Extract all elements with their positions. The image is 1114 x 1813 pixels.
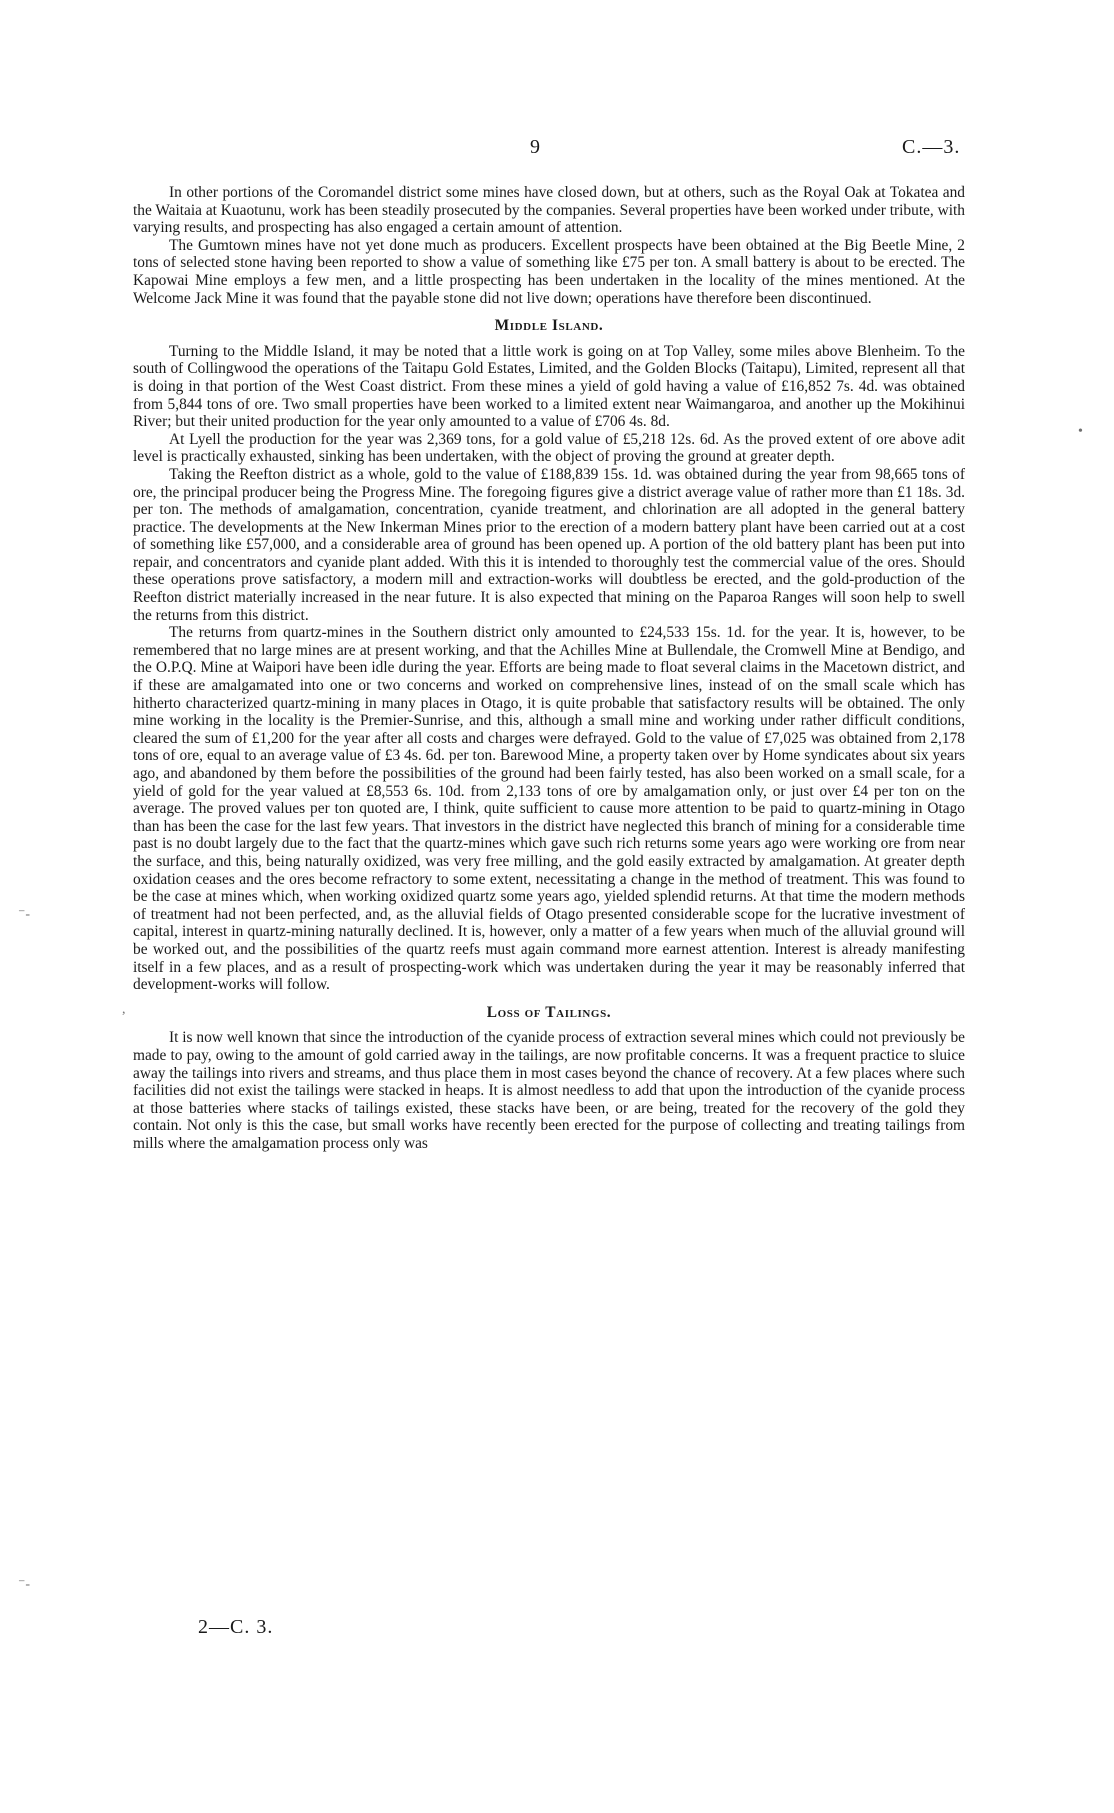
page-header — [0, 136, 1114, 166]
scan-mark: ⁻‐ — [18, 907, 31, 922]
coromandel-section — [133, 184, 965, 307]
paragraph: In other portions of the Coromandel district some mines have closed down, but at others, such as the Royal Oak at Tokatea and the Waitaia at Kuaotunu, work has been steadily prosecuted by the companies. Several properties have been worked under tribute, with varying results, and prospecting has also engaged a certain amount of attention. — [133, 184, 965, 237]
paragraph: Turning to the Middle Island, it may be noted that a little work is going on at Top Valley, some miles above Blenheim. To the south of Collingwood the operations of the Taitapu Gold Estates, Limited, and the Golden Blocks (Taitapu), Limited, represent all that is doing in that portion of the West Coast district. From these mines a yield of gold having a value of £16,852 7s. 4d. was obtained from 5,844 tons of ore. Two small properties have been worked to a limited extent near Waimangaroa, and another up the Mokihinui River; but their united production for the year only amounted to a value of £706 4s. 8d. — [133, 342, 965, 431]
signature-mark: 2—C. 3. — [198, 1616, 274, 1638]
section-heading: Middle Island. — [494, 317, 604, 335]
paragraph: The returns from quartz-mines in the Southern district only amounted to £24,533 15s. 1d. for the year. It is, however, to be remembered that no large mines are at present working, and that the Achilles Mine at Bullendale, the Cromwell Mine at Bendigo, and the O.P.Q. Mine at Waipori have been idle during the year. Efforts are being made to float several claims in the Macetown district, and if these are amalgamated into one or two concerns and worked on comprehensive lines, instead of on the small scale which has hitherto characterized quartz-mining in many places in Otago, it is quite probable that satisfactory results will be obtained. The only mine working in the locality is the Premier-Sunrise, and this, although a small mine and working under rather difficult conditions, cleared the sum of £1,200 for the year after all costs and charges were defrayed. Gold to the value of £7,025 was obtained from 2,178 tons of ore, equal to an average value of £3 4s. 6d. per ton. Barewood Mine, a property taken over by Home syndicates about six years ago, and abandoned by them before the possibilities of the ground had been fairly tested, has also been worked on a small scale, for a yield of gold for the year valued at £8,553 6s. 10d. from 2,133 tons of ore by amalgamation only, or just over £4 per ton on the average. The proved values per ton quoted are, I think, quite sufficient to cause more attention to be paid to quartz-mining in Otago than has been the case for the last few years. That investors in the district have neglected this branch of mining for a considerable time past is no doubt largely due to the fact that the quartz-mines which gave such rich returns some years ago were working ore from near the surface, and this, being naturally oxidized, was very free milling, and the gold easily extracted by amalgamation. At greater depth oxidation ceases and the ores become refractory to some extent, necessitating a change in the method of treatment. This was found to be the case at mines which, when working oxidized quartz some years ago, yielded splendid returns. At that time the modern methods of treatment had not been perfected, and, as the alluvial fields of Otago presented considerable scope for the lucrative investment of capital, interest in quartz-mining naturally declined. It is, however, only a matter of a few years when much of the alluvial ground will be worked out, and the possibilities of the quartz reefs must again command more earnest attention. Interest is already manifesting itself in a few places, and as a result of prospecting-work which was undertaken during the year it may be reasonably inferred that development-works will follow. — [133, 624, 965, 994]
paragraph: Taking the Reefton district as a whole, gold to the value of £188,839 15s. 1d. was obtained during the year from 98,665 tons of ore, the principal producer being the Progress Mine. The foregoing figures give a district average value of rather more than £1 18s. 3d. per ton. The methods of amalgamation, concentration, cyanide treatment, and chlorination are all adopted in the general battery practice. The developments at the New Inkerman Mines prior to the erection of a modern battery plant have been carried out at a cost of something like £57,000, and a considerable area of ground has been opened up. A portion of the old battery plant has been put into repair, and concentrators and cyanide plant added. With this it is intended to thoroughly test the commercial value of the ores. Should these operations prove satisfactory, a modern mill and extraction-works will doubtless be erected, and the gold-production of the Reefton district materially increased in the near future. It is also expected that mining on the Paparoa Ranges will soon help to swell the returns from this district. — [133, 465, 965, 624]
scan-mark: ⁻‐ — [18, 1577, 31, 1592]
scan-mark: , — [122, 1002, 126, 1017]
loss-of-tailings-section — [133, 1004, 965, 1153]
middle-island-section — [133, 317, 965, 994]
paragraph: At Lyell the production for the year was 2,369 tons, for a gold value of £5,218 12s. 6d. As the proved extent of ore above adit level is practically exhausted, sinking has been undertaken, with the object of proving the ground at greater depth. — [133, 430, 965, 466]
scan-mark: • — [1078, 424, 1083, 439]
paragraph: It is now well known that since the introduction of the cyanide process of extraction several mines which could not previously be made to pay, owing to the amount of gold carried away in the tailings, are now profitable concerns. It was a frequent practice to sluice away the tailings into rivers and streams, and thus place them in most cases beyond the chance of recovery. At a few places where such facilities did not exist the tailings were stacked in heaps. It is almost needless to add that upon the introduction of the cyanide process at those batteries where stacks of tailings existed, these stacks have been, or are being, treated for the recovery of the gold they contain. Not only is this the case, but small works have recently been erected for the purpose of collecting and treating tailings from mills where the amalgamation process only was — [133, 1029, 965, 1152]
section-heading: Loss of Tailings. — [486, 1003, 612, 1021]
paper-reference: C.—3. — [902, 136, 961, 158]
paragraph: The Gumtown mines have not yet done much as producers. Excellent prospects have been obtained at the Big Beetle Mine, 2 tons of selected stone having been reported to show a value of something like £75 per ton. A small battery is about to be erected. The Kapowai Mine employs a few men, and a little prospecting has been undertaken in the locality of the mines mentioned. At the Welcome Jack Mine it was found that the payable stone did not live down; operations have therefore been discontinued. — [133, 236, 965, 307]
document-body — [133, 184, 965, 1152]
page-number: 9 — [530, 136, 540, 158]
